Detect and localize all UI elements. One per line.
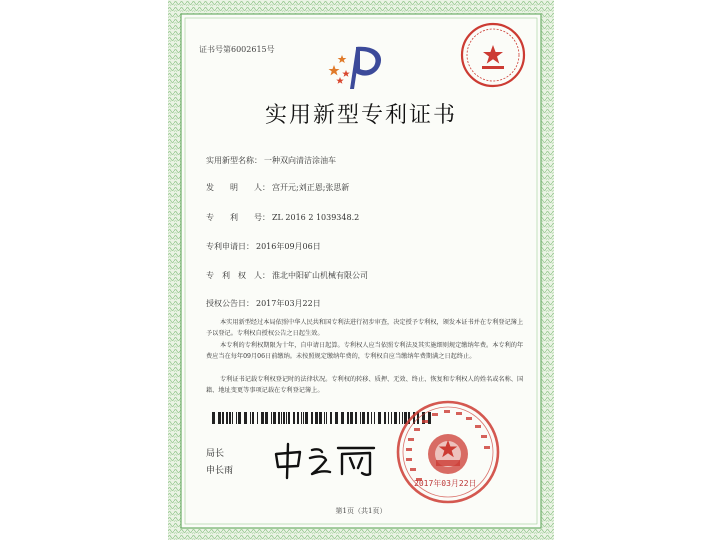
barcode-bar (301, 412, 302, 424)
field-label: 实用新型名称： (206, 156, 262, 165)
barcode-bar (355, 412, 357, 424)
barcode-bar (283, 412, 285, 424)
page-number: 第1页（共1页） (335, 507, 387, 515)
certificate-number: 证书号第6002615号 (199, 45, 275, 54)
barcode-bar (212, 412, 215, 424)
barcode-bar (362, 412, 365, 424)
barcode-bar (305, 412, 308, 424)
barcode-bar (371, 412, 372, 424)
barcode-bar (341, 412, 344, 424)
barcode-bar (252, 412, 254, 424)
barcode-bar (293, 412, 295, 424)
patent-office-logo-icon (320, 43, 390, 91)
barcode-bar (319, 412, 322, 424)
application-date-field (206, 241, 321, 252)
barcode-bar (297, 412, 299, 424)
barcode-bar (271, 412, 272, 424)
handwritten-signature-icon (270, 440, 380, 480)
barcode-bar (244, 412, 247, 424)
field-value: 2017年03月22日 (256, 299, 321, 308)
barcode-bar (257, 412, 258, 424)
seal-date: 2017年03月22日 (414, 479, 477, 488)
barcode-bar (261, 412, 264, 424)
field-label: 专 利 权 人： (206, 271, 270, 280)
barcode-bar (326, 412, 327, 424)
barcode-bar (288, 412, 290, 424)
barcode-bar (378, 412, 381, 424)
signature-name: 申长雨 (206, 466, 234, 476)
barcode-bar (278, 412, 280, 424)
field-label: 授权公告日： (206, 299, 254, 308)
field-value: 一种双向清洁涂油车 (264, 156, 336, 165)
barcode-bar (360, 412, 361, 424)
patent-certificate (168, 0, 554, 540)
inventors-field (206, 182, 349, 193)
body-paragraph: 专利证书记载专利权登记时的法律状况。专利权的转移、质押、无效、终止、恢复和专利权人的姓名或名称、国籍、地址变更等事项记载在专利登记簿上。 (206, 376, 524, 394)
barcode-bar (238, 412, 241, 424)
barcode-bar (384, 412, 386, 424)
barcode-bar (367, 412, 369, 424)
barcode-bar (229, 412, 231, 424)
field-label: 专利申请日： (206, 242, 254, 251)
barcode-bar (218, 412, 221, 424)
barcode-bar (388, 412, 389, 424)
field-label: 专 利 号： (206, 213, 270, 222)
field-value: 宫开元;刘正恩;张思新 (272, 183, 350, 192)
barcode-bar (335, 412, 338, 424)
barcode-bar (222, 412, 224, 424)
barcode-bar (286, 412, 287, 424)
certificate-title: 实用新型专利证书 (264, 103, 457, 128)
barcode-bar (236, 412, 237, 424)
barcode-bar (311, 412, 313, 424)
field-label: 发 明 人： (206, 183, 270, 192)
body-paragraph: 本专利的专利权期限为十年，自申请日起算。专利权人应当依照专利法及其实施细则规定缴纳年费。本专利的年费应当在每年09月06日前缴纳。未按照规定缴纳年费的，专利权自应当缴纳年费期满之日起终止。 (206, 342, 524, 360)
barcode-bar (303, 412, 304, 424)
utility-model-name-field (206, 155, 336, 166)
body-paragraph: 本实用新型经过本局依照中华人民共和国专利法进行初步审查，决定授予专利权，颁发本证书并在专利登记簿上予以登记。专利权自授权公告之日起生效。 (206, 319, 524, 337)
national-emblem-seal-icon (394, 398, 502, 506)
field-value: ZL 2016 2 1039348.2 (272, 213, 360, 222)
barcode-bar (250, 412, 251, 424)
barcode-bar (324, 412, 325, 424)
signature-title: 局长 (206, 449, 225, 459)
patentee-field (206, 270, 368, 281)
barcode-bar (350, 412, 353, 424)
barcode-bar (315, 412, 318, 424)
grant-date-field (206, 298, 321, 309)
barcode-bar (273, 412, 276, 424)
field-value: 淮北中阳矿山机械有限公司 (272, 271, 368, 280)
barcode-bar (330, 412, 332, 424)
barcode-bar (347, 412, 349, 424)
red-stamp-icon (458, 20, 528, 90)
barcode-bar (232, 412, 233, 424)
barcode-bar (265, 412, 268, 424)
patent-number-field (206, 212, 359, 223)
barcode-bar (226, 412, 228, 424)
barcode-bar (391, 412, 392, 424)
field-value: 2016年09月06日 (256, 242, 321, 251)
barcode-bar (281, 412, 282, 424)
barcode-bar (374, 412, 375, 424)
